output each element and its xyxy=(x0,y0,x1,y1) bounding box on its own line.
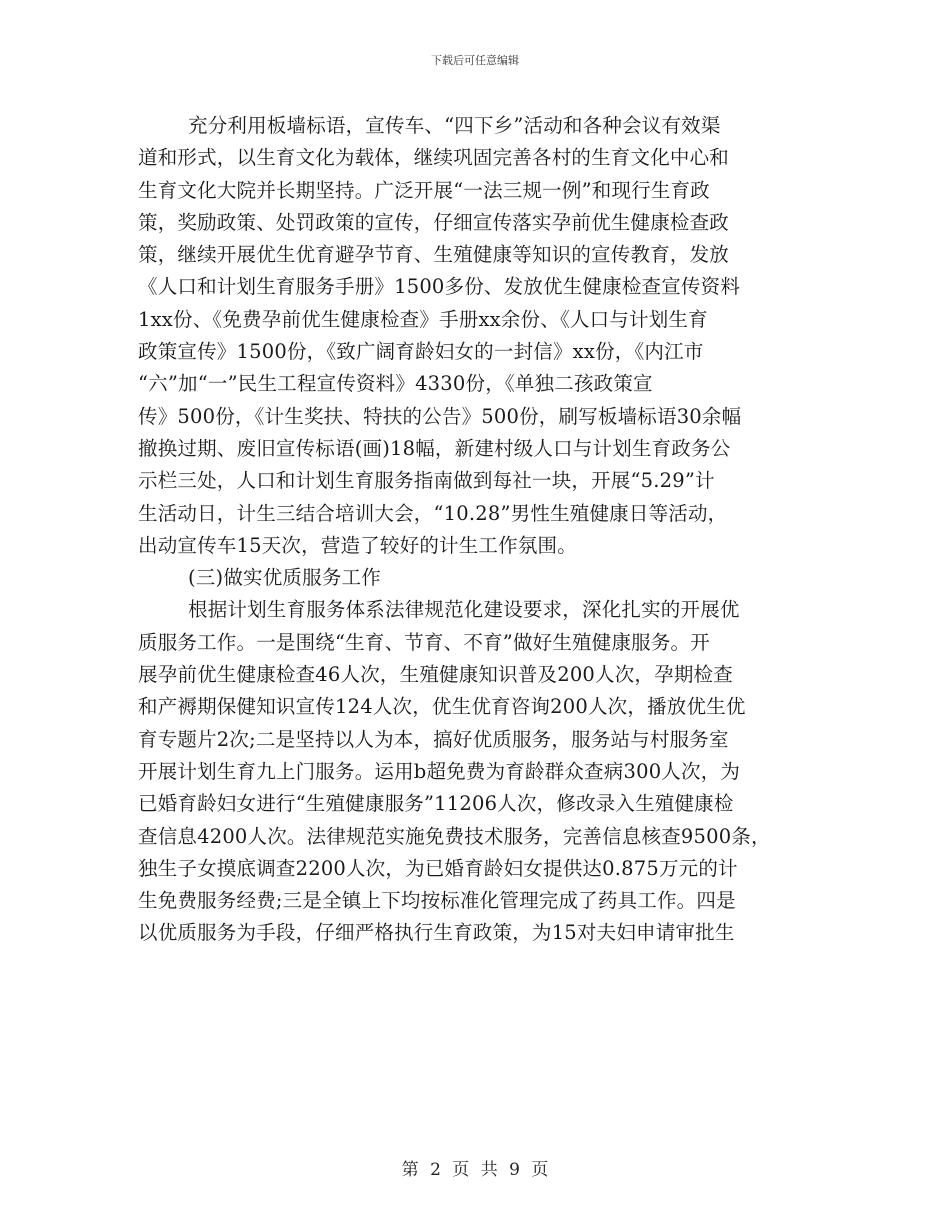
paragraph-line: 撤换过期、废旧宣传标语(画)18幅，新建村级人口与计划生育政务公 xyxy=(138,436,731,460)
paragraph-line: 充分利用板墙标语，宣传车、“四下乡”活动和各种会议有效渠 xyxy=(188,114,721,137)
paragraph-line: 道和形式，以生育文化为载体，继续巩固完善各村的生育文化中心和 xyxy=(138,146,730,170)
paragraph-line: 出动宣传车15天次，营造了较好的计生工作氛围。 xyxy=(138,533,577,557)
paragraph-line: “六”加“一”民生工程宣传资料》4330份，《单独二孩政策宣 xyxy=(138,372,653,396)
paragraph-line: 展孕前优生健康检查46人次，生殖健康知识普及200人次，孕期检查 xyxy=(138,663,733,687)
paragraph-line: 质服务工作。一是围绕“生育、节育、不育”做好生殖健康服务。开 xyxy=(138,630,710,654)
paragraph-line: 生育文化大院并长期坚持。广泛开展“一法三规一例”和现行生育政 xyxy=(138,178,710,202)
paragraph-line: 育专题片2次;二是坚持以人为本，搞好优质服务，服务站与村服务室 xyxy=(138,727,729,751)
paragraph-line: 和产褥期保健知识宣传124人次，优生优育咨询200人次，播放优生优 xyxy=(138,695,746,719)
paragraph-line: 查信息4200人次。法律规范实施免费技术服务，完善信息核查9500条， xyxy=(138,824,771,848)
paragraph-line: 策，奖励政策、处罚政策的宣传，仔细宣传落实孕前优生健康检查政 xyxy=(138,210,730,234)
paragraph-line: 开展计划生育九上门服务。运用b超免费为育龄群众查病300人次，为 xyxy=(138,759,741,783)
section-heading: (三)做实优质服务工作 xyxy=(188,566,381,590)
paragraph-line: 《人口和计划生育服务手册》1500多份、发放优生健康检查宣传资料 xyxy=(138,275,741,299)
paragraph-line: 示栏三处，人口和计划生育服务指南做到每社一块，开展“5.29”计 xyxy=(138,469,715,493)
paragraph-line: 根据计划生育服务体系法律规范化建设要求，深化扎实的开展优 xyxy=(188,598,740,622)
paragraph-line: 生免费服务经费;三是全镇上下均按标准化管理完成了药具工作。四是 xyxy=(138,889,736,913)
paragraph-line: 已婚育龄妇女进行“生殖健康服务”11206人次，修改录入生殖健康检 xyxy=(138,792,734,816)
paragraph-line: 1xx份、《免费孕前优生健康检查》手册xx余份、《人口与计划生育 xyxy=(138,307,708,331)
page-header: 下载后可任意编辑 xyxy=(431,54,519,67)
paragraph-line: 传》500份，《计生奖扶、特扶的公告》500份，刷写板墙标语30余幅 xyxy=(138,404,742,428)
paragraph-line: 策，继续开展优生优育避孕节育、生殖健康等知识的宣传教育，发放 xyxy=(138,243,730,267)
page-number-footer: 第 2 页 共 9 页 xyxy=(401,1160,549,1180)
paragraph-line: 以优质服务为手段，仔细严格执行生育政策，为15对夫妇申请审批生 xyxy=(138,921,735,945)
paragraph-line: 独生子女摸底调查2200人次，为已婚育龄妇女提供达0.875万元的计 xyxy=(138,856,738,880)
paragraph-line: 政策宣传》1500份，《致广阔育龄妇女的一封信》xx份，《内江市 xyxy=(138,340,704,364)
document-body xyxy=(138,110,818,950)
paragraph-line: 生活动日，计生三结合培训大会，“10.28”男性生殖健康日等活动， xyxy=(138,501,728,525)
